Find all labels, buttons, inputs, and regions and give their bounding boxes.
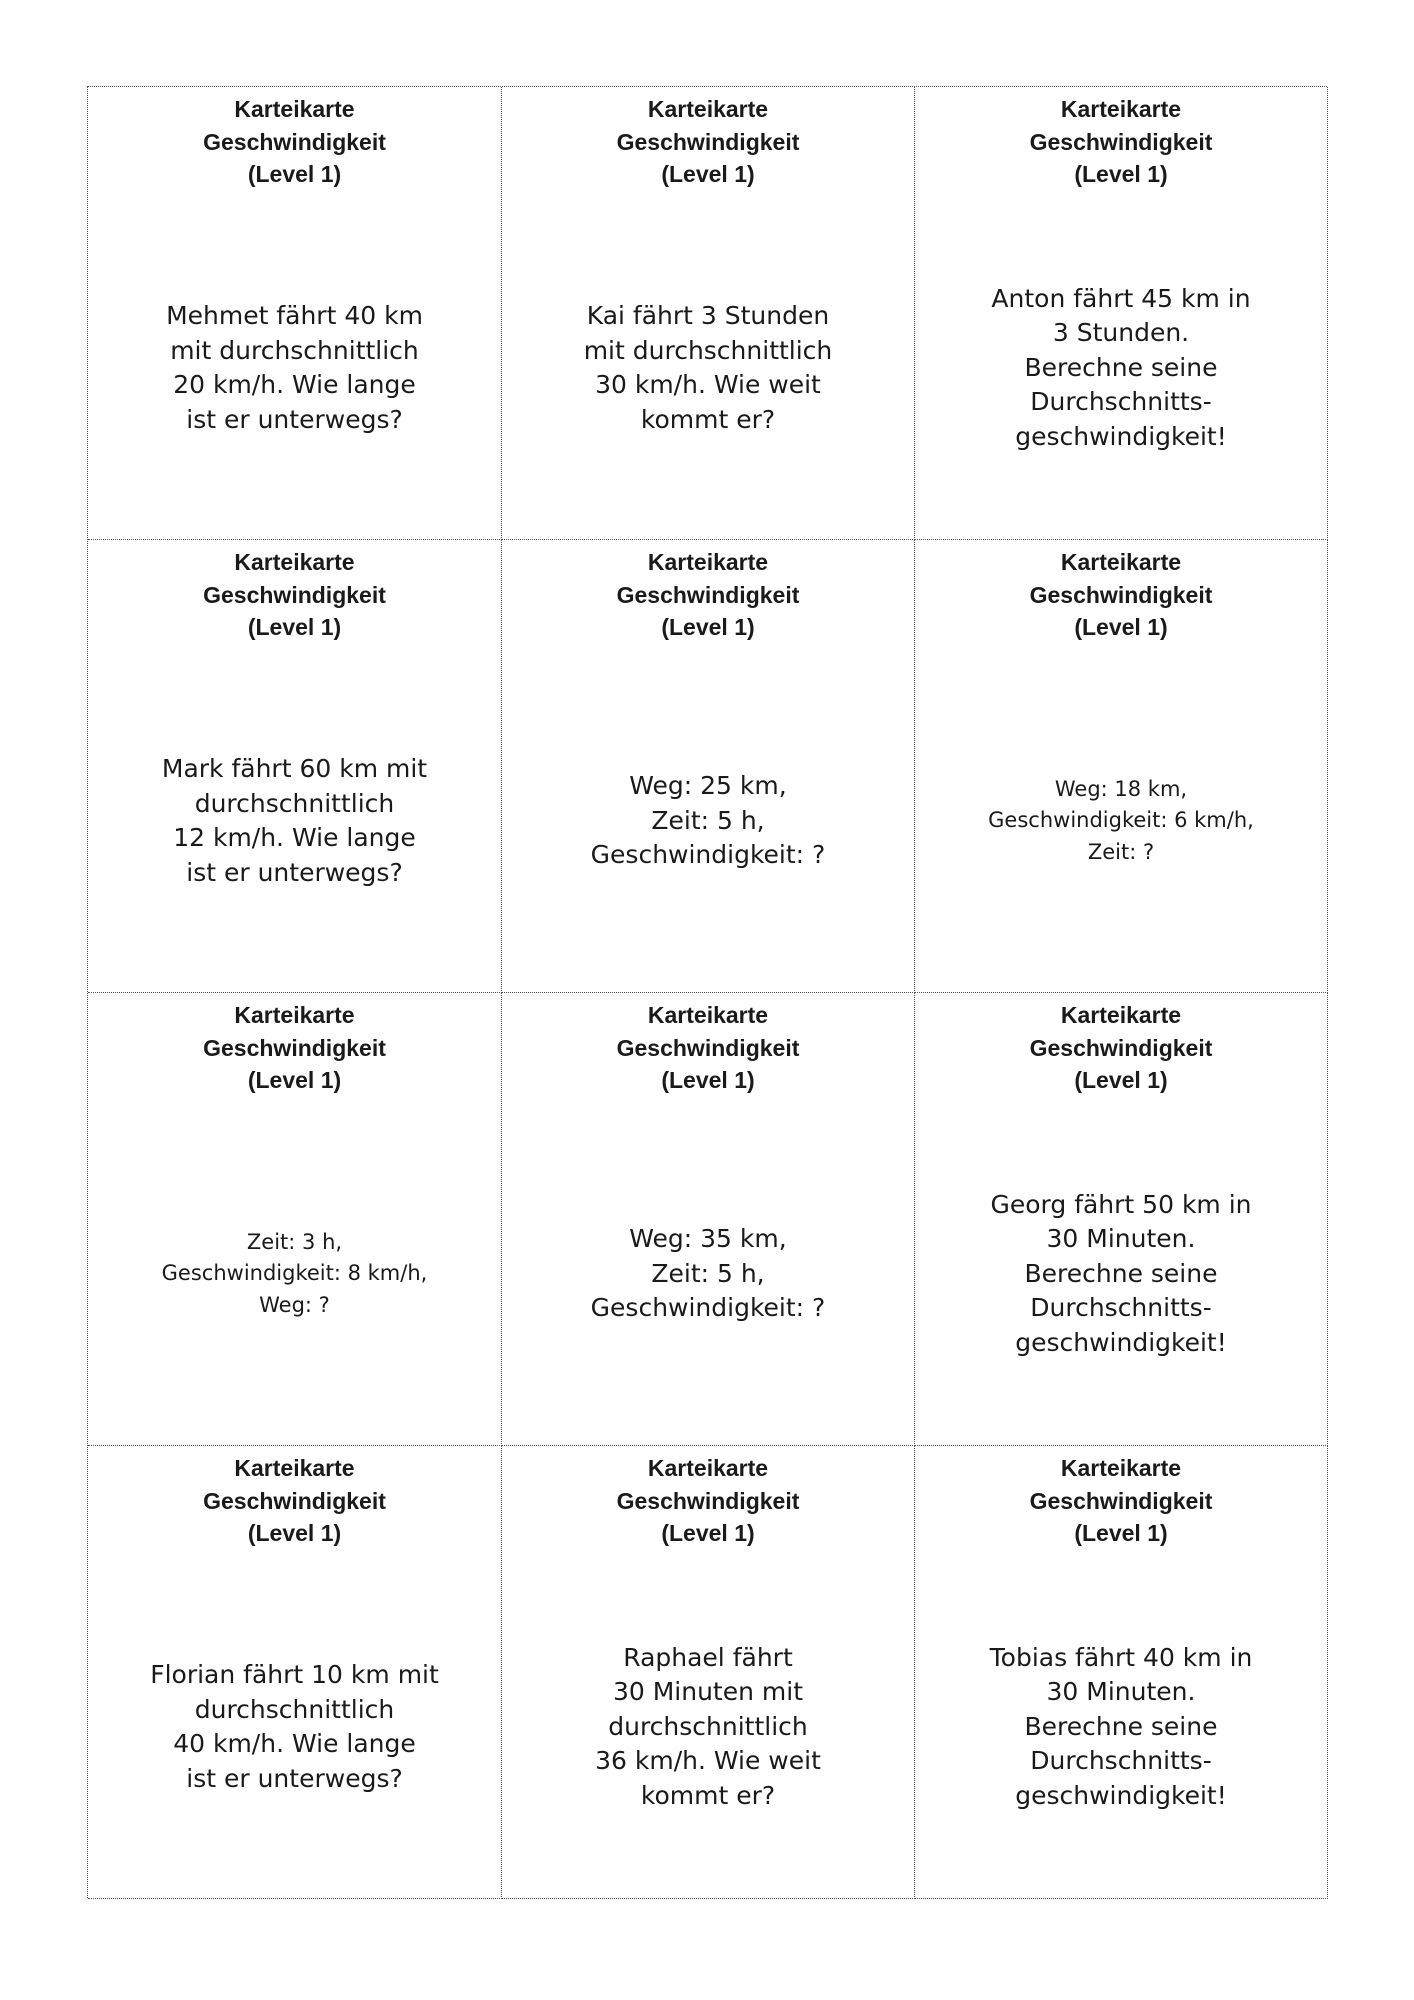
card-question: Weg: 35 km, Zeit: 5 h, Geschwindigkeit: ? [590, 1224, 826, 1323]
card-topic: Geschwindigkeit [1029, 581, 1213, 608]
flashcard [502, 540, 915, 993]
card-title: Karteikarte [1060, 96, 1182, 122]
card-title: Karteikarte [647, 1002, 769, 1028]
flashcard [915, 540, 1328, 993]
card-level: (Level 1) [247, 1067, 342, 1093]
card-level: (Level 1) [247, 614, 342, 640]
card-topic: Geschwindigkeit [203, 581, 386, 608]
card-title: Karteikarte [234, 96, 355, 122]
card-body [512, 1123, 904, 1425]
card-header [502, 93, 914, 191]
card-title: Karteikarte [234, 1002, 355, 1028]
card-topic: Geschwindigkeit [203, 1487, 386, 1514]
card-title: Karteikarte [234, 1455, 355, 1481]
card-topic: Geschwindigkeit [1029, 1487, 1213, 1514]
card-body [98, 1123, 491, 1425]
card-level: (Level 1) [1074, 614, 1168, 640]
card-header [915, 1452, 1327, 1550]
card-level: (Level 1) [661, 614, 755, 640]
card-question: Mark fährt 60 km mit durchschnittlich 12 km/h. Wie lange ist er unterwegs? [161, 754, 428, 887]
card-question: Weg: 18 km, Geschwindigkeit: 6 km/h, Zeit: ? [988, 776, 1254, 864]
card-topic: Geschwindigkeit [616, 1487, 800, 1514]
flashcard [915, 87, 1328, 540]
card-title: Karteikarte [234, 549, 355, 575]
card-title: Karteikarte [1060, 1455, 1182, 1481]
flashcard [915, 1446, 1328, 1899]
card-header [88, 546, 501, 644]
card-header [502, 1452, 914, 1550]
flashcard [502, 87, 915, 540]
card-header [502, 546, 914, 644]
card-question: Anton fährt 45 km in 3 Stunden. Berechne seine Durchschnitts- geschwindigkeit! [991, 283, 1251, 451]
card-body [98, 670, 491, 972]
card-question: Raphael fährt 30 Minuten mit durchschnittlich 36 km/h. Wie weit kommt er? [595, 1642, 821, 1810]
card-level: (Level 1) [1074, 1067, 1168, 1093]
card-title: Karteikarte [647, 96, 769, 122]
flashcard [88, 1446, 502, 1899]
card-level: (Level 1) [661, 1067, 755, 1093]
card-topic: Geschwindigkeit [203, 128, 386, 155]
card-question: Zeit: 3 h, Geschwindigkeit: 8 km/h, Weg: ? [161, 1229, 428, 1317]
card-body [925, 217, 1317, 519]
card-level: (Level 1) [1074, 1520, 1168, 1546]
card-body [512, 670, 904, 972]
card-level: (Level 1) [1074, 161, 1168, 187]
card-body [512, 1576, 904, 1878]
card-topic: Geschwindigkeit [616, 128, 800, 155]
card-body [925, 670, 1317, 972]
card-topic: Geschwindigkeit [1029, 128, 1213, 155]
card-level: (Level 1) [661, 161, 755, 187]
card-title: Karteikarte [1060, 1002, 1182, 1028]
card-header [915, 999, 1327, 1097]
card-header [915, 546, 1327, 644]
card-body [512, 217, 904, 519]
flashcard [88, 87, 502, 540]
card-topic: Geschwindigkeit [616, 1034, 800, 1061]
card-question: Florian fährt 10 km mit durchschnittlich 40 km/h. Wie lange ist er unterwegs? [150, 1660, 439, 1793]
card-question: Georg fährt 50 km in 30 Minuten. Berechne seine Durchschnitts- geschwindigkeit! [990, 1189, 1252, 1357]
card-question: Tobias fährt 40 km in 30 Minuten. Berechne seine Durchschnitts- geschwindigkeit! [989, 1642, 1253, 1810]
card-header [88, 999, 501, 1097]
card-header [88, 1452, 501, 1550]
card-topic: Geschwindigkeit [203, 1034, 386, 1061]
card-question: Weg: 25 km, Zeit: 5 h, Geschwindigkeit: ? [590, 771, 826, 870]
flashcard-sheet [87, 86, 1327, 1898]
card-level: (Level 1) [247, 1520, 342, 1546]
card-title: Karteikarte [647, 549, 769, 575]
card-header [502, 999, 914, 1097]
card-level: (Level 1) [247, 161, 342, 187]
flashcard [88, 993, 502, 1446]
card-title: Karteikarte [647, 1455, 769, 1481]
card-header [915, 93, 1327, 191]
flashcard [915, 993, 1328, 1446]
card-body [98, 1576, 491, 1878]
flashcard [88, 540, 502, 993]
card-body [925, 1576, 1317, 1878]
card-title: Karteikarte [1060, 549, 1182, 575]
flashcard [502, 1446, 915, 1899]
card-header [88, 93, 501, 191]
card-body [98, 217, 491, 519]
card-question: Mehmet fährt 40 km mit durchschnittlich 20 km/h. Wie lange ist er unterwegs? [166, 301, 423, 434]
card-topic: Geschwindigkeit [616, 581, 800, 608]
flashcard [502, 993, 915, 1446]
card-question: Kai fährt 3 Stunden mit durchschnittlich 30 km/h. Wie weit kommt er? [583, 301, 833, 434]
card-topic: Geschwindigkeit [1029, 1034, 1213, 1061]
card-level: (Level 1) [661, 1520, 755, 1546]
card-body [925, 1123, 1317, 1425]
